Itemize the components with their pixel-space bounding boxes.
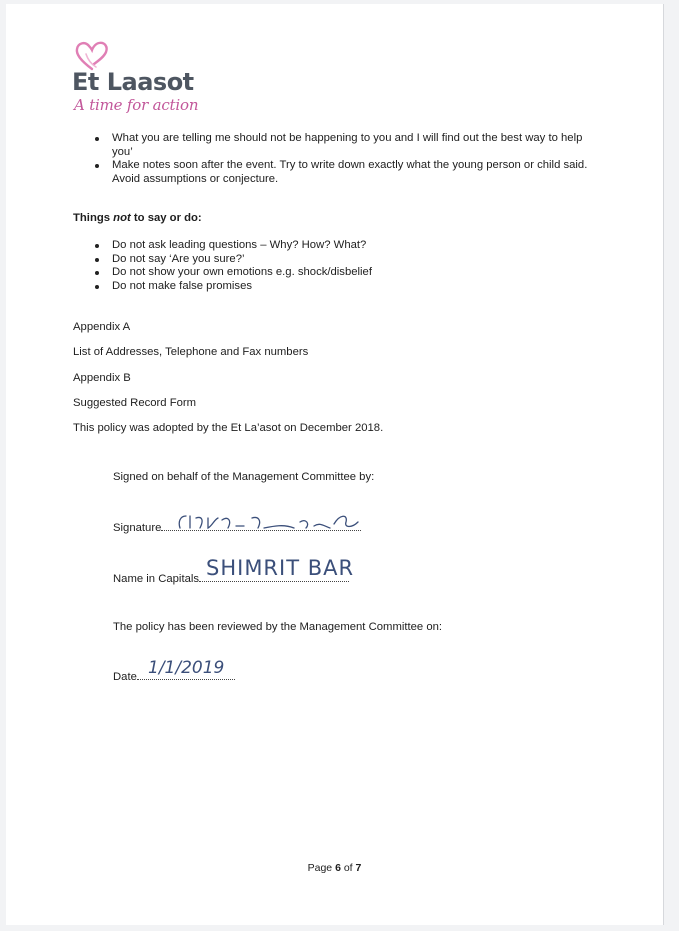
page-of-label: of — [340, 862, 356, 874]
name-in-capitals-value: SHIMRIT BAR — [206, 556, 355, 580]
page-label: Page — [307, 862, 336, 874]
heading-text-start: Things — [73, 212, 114, 224]
list-item: Make notes soon after the event. Try to write down exactly what the young person or child said. Avoid assumptions or conjecture. — [92, 159, 592, 186]
list-item: What you are telling me should not be happening to you and I will find out the best way to help you’ — [92, 132, 592, 159]
signature-label: Signature — [113, 522, 162, 534]
list-item: Do not ask leading questions – Why? How? What? — [92, 239, 592, 253]
appendix-a-title: Appendix A — [73, 321, 131, 333]
total-page-number: 7 — [355, 862, 362, 874]
appendix-b-description: Suggested Record Form — [73, 397, 197, 409]
current-page-number: 6 — [335, 862, 341, 874]
date-value: 1/1/2019 — [148, 658, 225, 678]
handwritten-signature — [174, 504, 384, 534]
review-statement: The policy has been reviewed by the Management Committee on: — [113, 621, 443, 633]
section-heading — [73, 212, 202, 226]
adoption-statement: This policy was adopted by the Et La’asot on December 2018. — [73, 422, 384, 434]
appendix-b-title: Appendix B — [73, 372, 131, 384]
logo-tagline: A time for action — [74, 96, 199, 114]
document-page — [6, 4, 663, 925]
not-to-do-list — [92, 239, 592, 293]
name-label: Name in Capitals — [113, 573, 200, 585]
date-label: Date — [113, 671, 137, 683]
page-footer — [6, 862, 663, 874]
logo-name: Et Laasot — [72, 68, 194, 96]
organization-logo — [72, 40, 212, 120]
heading-emphasis: not — [113, 212, 131, 224]
list-item: Do not show your own emotions e.g. shock/disbelief — [92, 266, 592, 280]
heading-text-end: to say or do: — [130, 212, 202, 224]
intro-bullet-list — [92, 132, 592, 186]
signing-intro: Signed on behalf of the Management Committee by: — [113, 471, 375, 483]
list-item: Do not make false promises — [92, 280, 592, 294]
appendix-a-description: List of Addresses, Telephone and Fax numbers — [73, 346, 309, 358]
list-item: Do not say ‘Are you sure?’ — [92, 253, 592, 267]
